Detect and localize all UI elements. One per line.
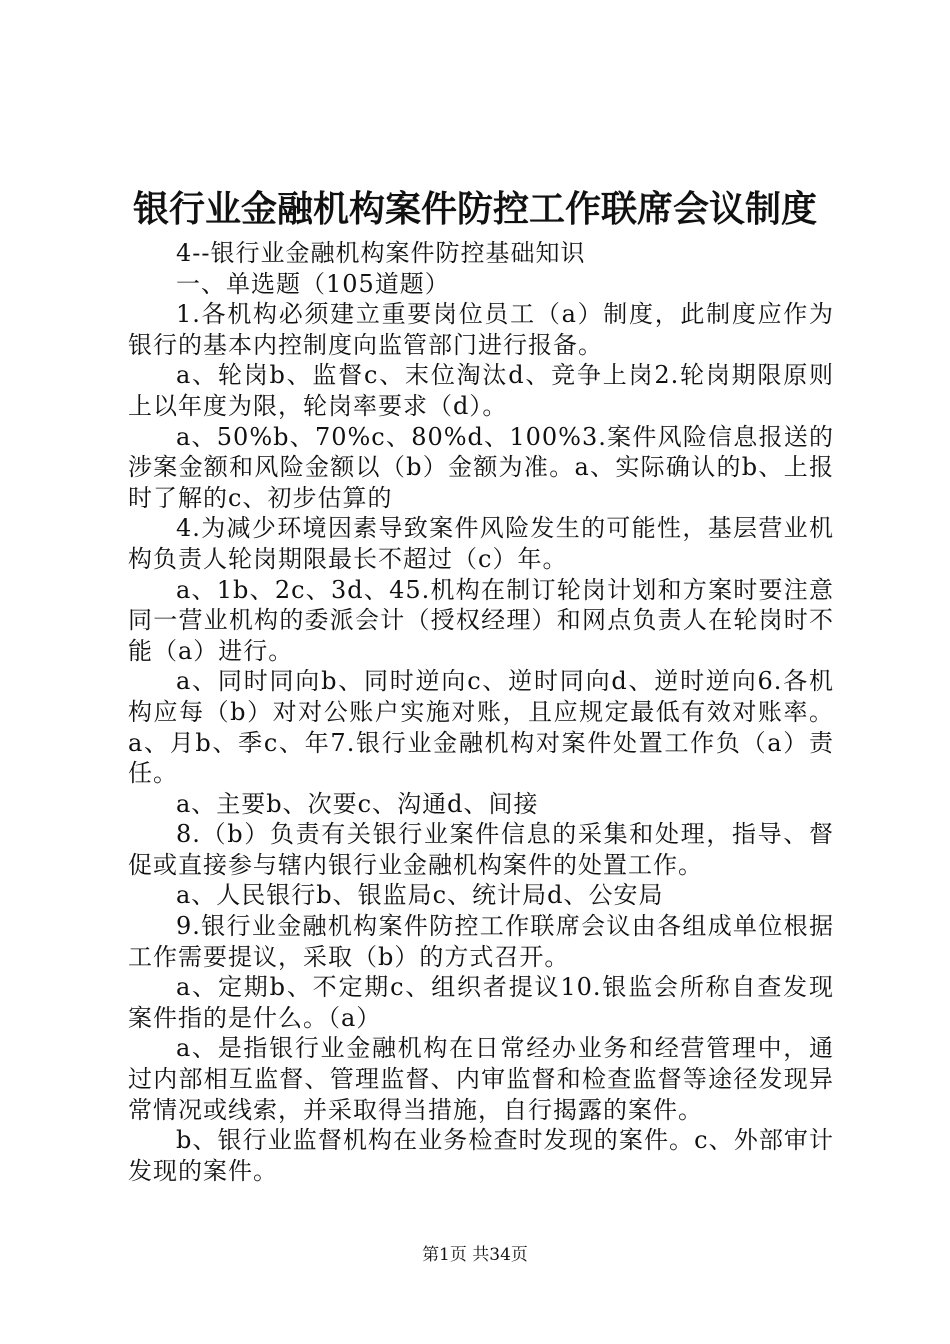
paragraph: b、银行业监督机构在业务检查时发现的案件。c、外部审计发现的案件。 — [128, 1126, 834, 1185]
page-footer: 第1页 共34页 — [422, 1245, 528, 1265]
paragraph: a、主要b、次要c、沟通d、间接 — [176, 789, 539, 818]
paragraph: 8.（b）负责有关银行业案件信息的采集和处理，指导、督促或直接参与辖内银行业金融机构案件的处置工作。 — [128, 820, 834, 879]
paragraph: a、人民银行b、银监局c、统计局d、公安局 — [176, 881, 664, 910]
paragraph: a、1b、2c、3d、45.机构在制订轮岗计划和方案时要注意同一营业机构的委派会计（授权经理）和网点负责人在轮岗时不能（a）进行。 — [128, 575, 834, 665]
paragraph: 4.为减少环境因素导致案件风险发生的可能性，基层营业机构负责人轮岗期限最长不超过（c）年。 — [128, 514, 834, 573]
paragraph: a、同时同向b、同时逆向c、逆时同向d、逆时逆向6.各机构应每（b）对对公账户实施对账，且应规定最低有效对账率。a、月b、季c、年7.银行业金融机构对案件处置工作负（a）责任。 — [128, 667, 834, 788]
paragraph: 1.各机构必须建立重要岗位员工（a）制度，此制度应作为银行的基本内控制度向监管部门进行报备。 — [128, 300, 834, 359]
paragraph: a、50%b、70%c、80%d、100%3.案件风险信息报送的涉案金额和风险金额以（b）金额为准。a、实际确认的b、上报时了解的c、初步估算的 — [128, 422, 834, 512]
paragraph: a、定期b、不定期c、组织者提议10.银监会所称自查发现案件指的是什么。（a） — [128, 973, 834, 1032]
paragraph: a、轮岗b、监督c、末位淘汰d、竞争上岗2.轮岗期限原则上以年度为限，轮岗率要求（d）。 — [128, 361, 834, 420]
document-title: 银行业金融机构案件防控工作联席会议制度 — [132, 188, 817, 230]
paragraph: 9.银行业金融机构案件防控工作联席会议由各组成单位根据工作需要提议，采取（b）的方式召开。 — [128, 912, 834, 971]
paragraph: 4--银行业金融机构案件防控基础知识 — [176, 239, 586, 267]
document-body — [128, 238, 834, 1186]
paragraph: 一、单选题（105道题） — [176, 269, 450, 298]
paragraph: a、是指银行业金融机构在日常经办业务和经营管理中，通过内部相互监督、管理监督、内审监督和检查监督等途径发现异常情况或线索，并采取得当措施，自行揭露的案件。 — [128, 1034, 834, 1124]
